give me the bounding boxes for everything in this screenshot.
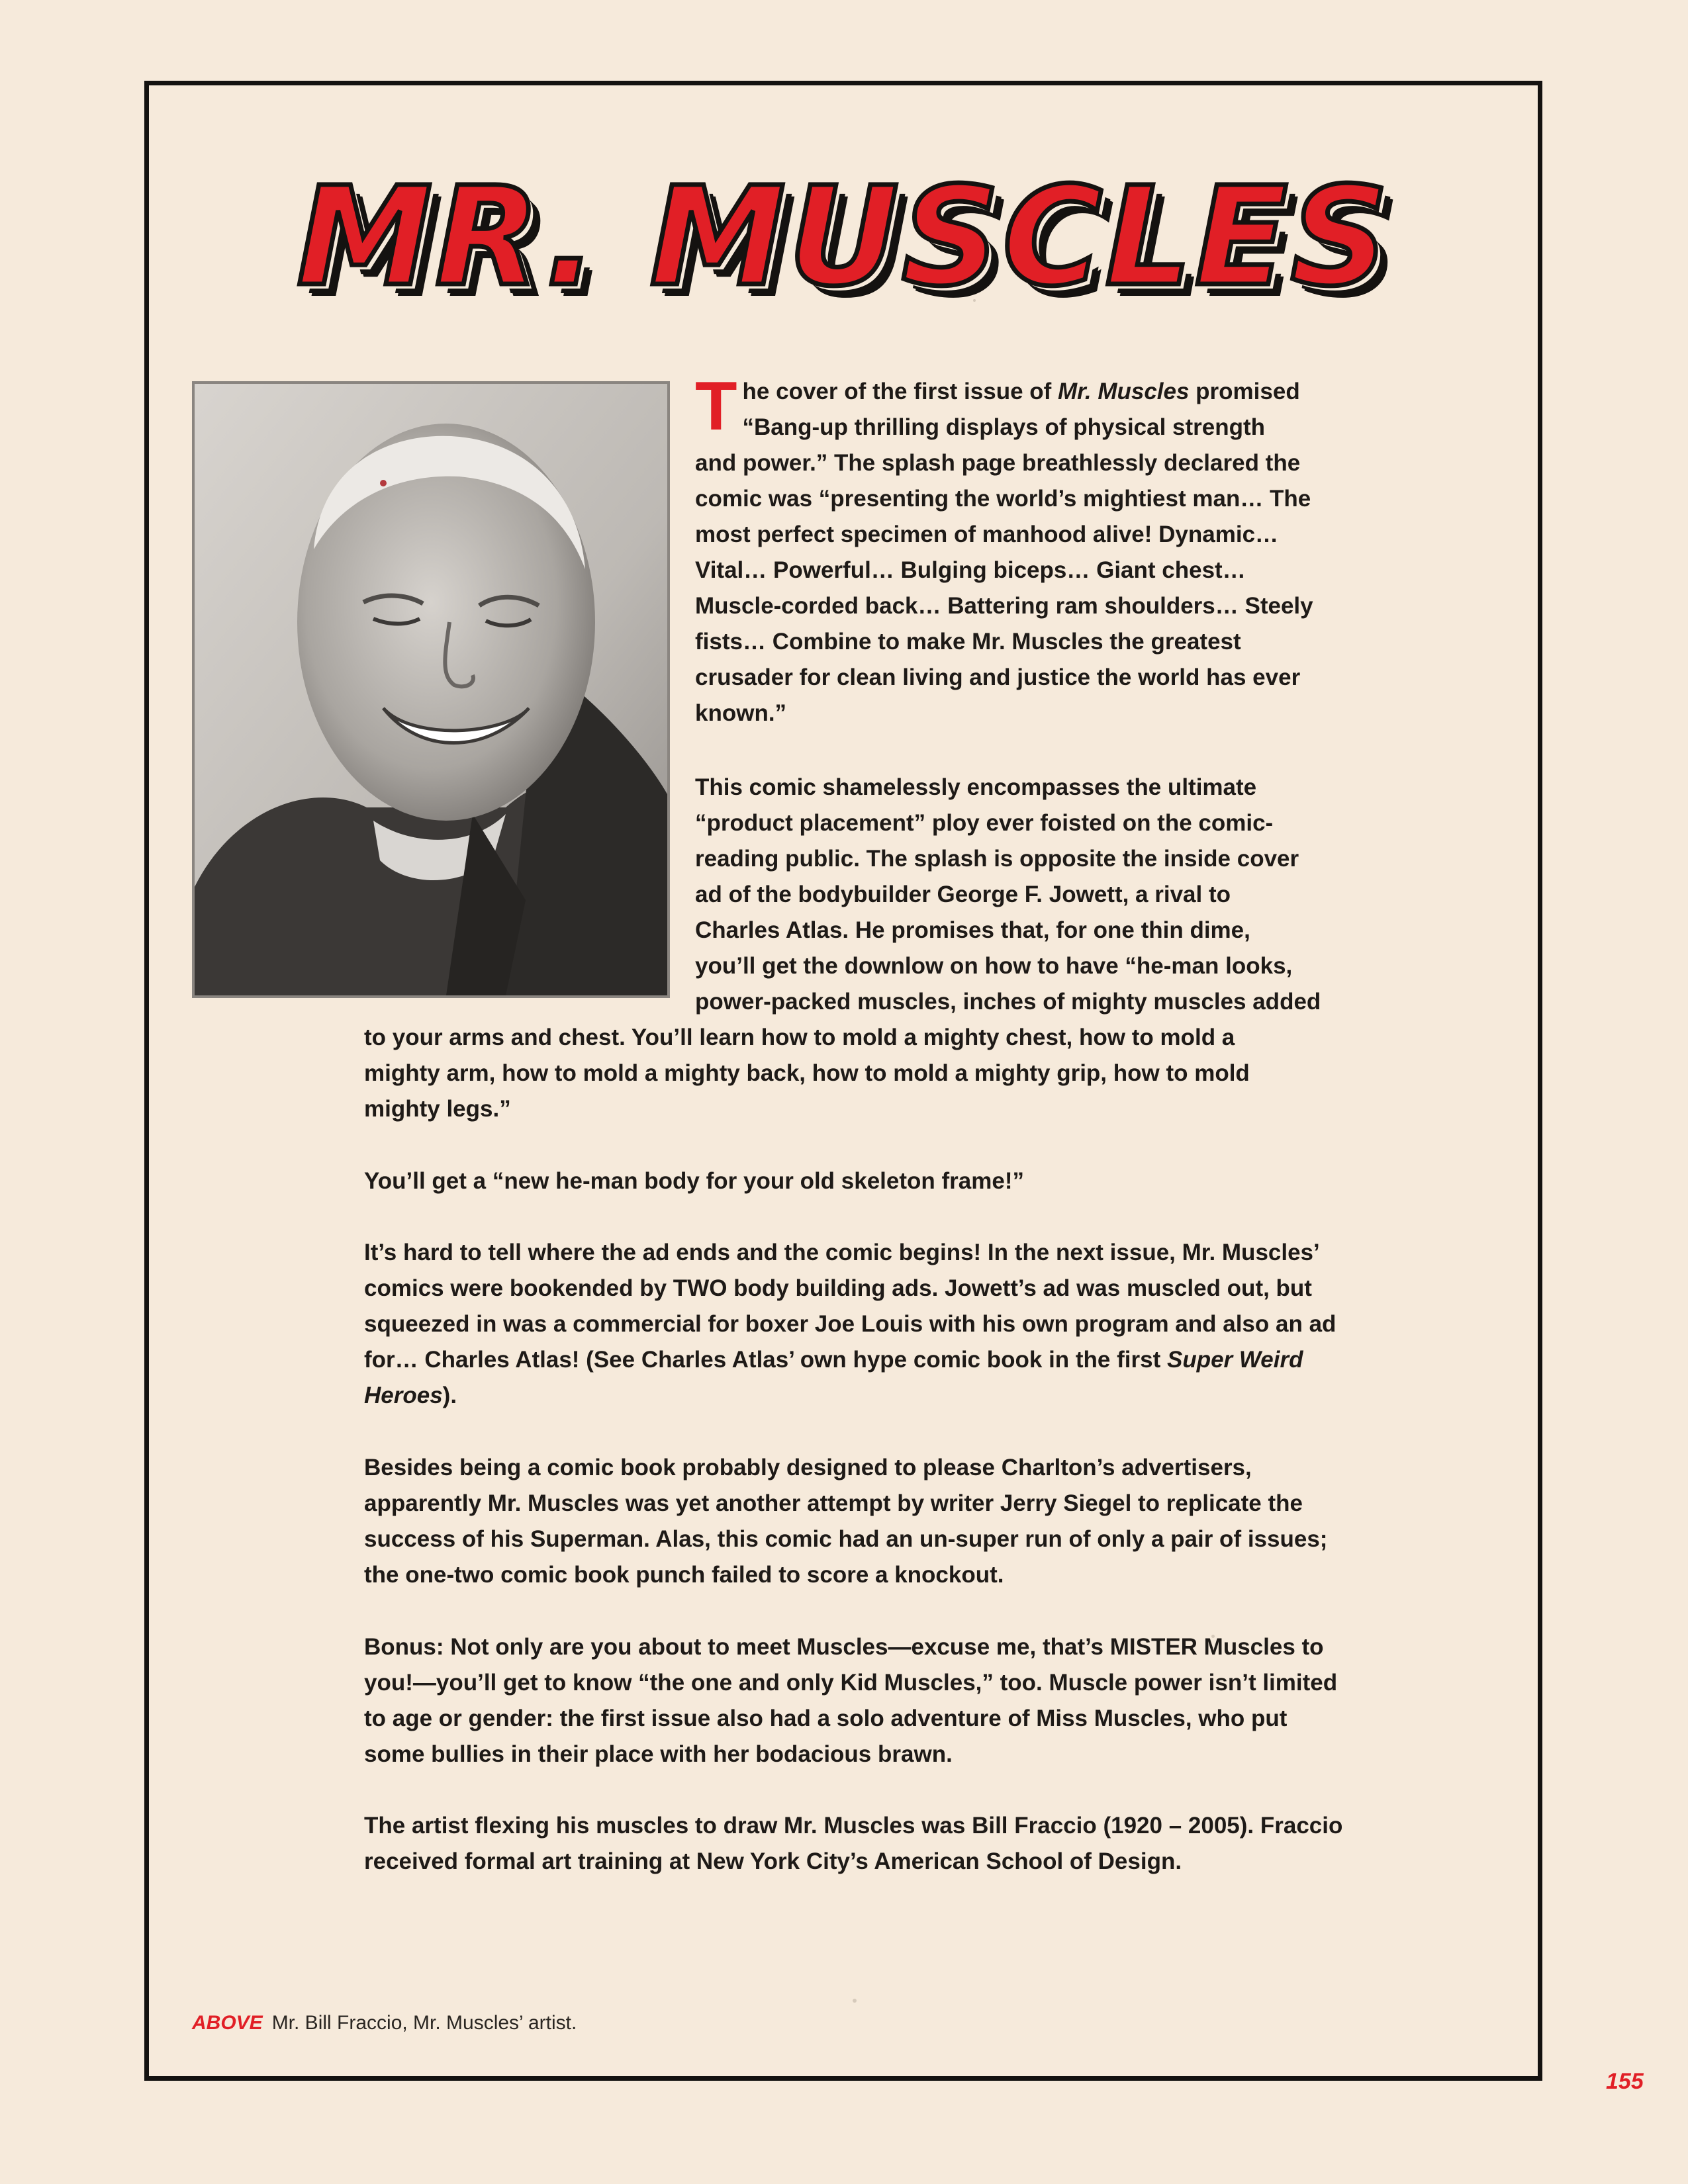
paragraph-2-line-5: Charles Atlas. He promises that, for one thin dime,	[695, 917, 1250, 943]
paragraph-1-line-3: and power.” The splash page breathlessly declared the	[695, 450, 1301, 476]
paragraph-2-line-6: you’ll get the downlow on how to have “he-man looks,	[695, 953, 1293, 979]
paragraph-2-line-7: power-packed muscles, inches of mighty muscles added	[695, 989, 1321, 1015]
paragraph-2-line-9: mighty arm, how to mold a mighty back, how to mold a mighty grip, how to mold	[364, 1060, 1250, 1086]
paragraph-1-line-1a: he cover of the first issue of	[742, 379, 1058, 404]
paragraph-2-line-1: This comic shamelessly encompasses the ultimate	[695, 774, 1257, 800]
paragraph-3: You’ll get a “new he-man body for your old skeleton frame!”	[364, 1168, 1024, 1194]
paragraph-1-line-6: Vital… Powerful… Bulging biceps… Giant chest…	[695, 557, 1246, 583]
photo-caption	[192, 2012, 577, 2034]
paragraph-1	[695, 368, 1364, 731]
paragraph-1-line-9: crusader for clean living and justice the world has ever	[695, 664, 1301, 690]
drop-cap: T	[695, 368, 737, 445]
paragraph-4	[364, 1235, 1344, 1414]
paragraph-1-line-8: fists… Combine to make Mr. Muscles the greatest	[695, 629, 1241, 655]
paragraph-1-line-1b: promised	[1189, 379, 1300, 404]
title-emphasis: Mr. Muscles	[1058, 379, 1190, 404]
paragraph-2-line-8: to your arms and chest. You’ll learn how to mold a mighty chest, how to mold a	[364, 1024, 1235, 1050]
page-number: 155	[1606, 2069, 1644, 2094]
paragraph-2-line-2: “product placement” ploy ever foisted on the comic-	[695, 810, 1274, 836]
paragraph-1-line-7: Muscle-corded back… Battering ram shoulders… Steely	[695, 593, 1313, 619]
book-title-emphasis: Super Weird Heroes	[364, 1347, 1303, 1408]
paragraph-6: Bonus: Not only are you about to meet Muscles—excuse me, that’s MISTER Muscles to you!—you’ll get to know “the one and only Kid Muscles,” too. Muscle power isn’t limited to age or gender: the first issue also had a solo adventure of Miss Muscles, who put some bullies in their place with her bodacious brawn.	[364, 1634, 1338, 1767]
paragraph-2-line-4: ad of the bodybuilder George F. Jowett, a rival to	[695, 882, 1231, 907]
paragraph-4-end: ).	[442, 1383, 457, 1408]
paragraph-1-line-4: comic was “presenting the world’s mightiest man… The	[695, 486, 1311, 512]
portrait-illustration	[195, 384, 667, 995]
paragraph-4-text: It’s hard to tell where the ad ends and the comic begins! In the next issue, Mr. Muscles’ comics were bookended by TWO body building ads. Jowett’s ad was muscled out, but squeezed in was a commercial for boxer Joe Louis with his own program and also an ad for… Charles Atlas! (See Charles Atlas’ own hype comic book in the first	[364, 1240, 1336, 1373]
paragraph-2-lower	[364, 1020, 1357, 1127]
caption-lead: ABOVE	[192, 2012, 263, 2034]
paragraph-5: Besides being a comic book probably designed to please Charlton’s advertisers, apparently Mr. Muscles was yet another attempt by writer Jerry Siegel to replicate the success of his Superman. Alas, this comic had an un-super run of only a pair of issues; the one-two comic book punch failed to score a knockout.	[364, 1455, 1328, 1588]
article-title: MR. MUSCLES	[297, 158, 1391, 316]
paragraph-1-line-5: most perfect specimen of manhood alive! Dynamic…	[695, 522, 1279, 547]
paragraph-1-line-10: known.”	[695, 700, 787, 726]
paragraph-1-line-2: “Bang-up thrilling displays of physical strength	[742, 414, 1266, 440]
paragraph-2-line-10: mighty legs.”	[364, 1096, 511, 1122]
portrait-photo	[192, 381, 670, 998]
caption-text: Mr. Bill Fraccio, Mr. Muscles’ artist.	[271, 2012, 577, 2034]
paragraph-2-upper	[695, 770, 1364, 1020]
paragraph-7: The artist flexing his muscles to draw Mr. Muscles was Bill Fraccio (1920 – 2005). Fraccio received formal art training at New York City’s American School of Design.	[364, 1813, 1343, 1874]
paragraph-2-line-3: reading public. The splash is opposite the inside cover	[695, 846, 1299, 872]
